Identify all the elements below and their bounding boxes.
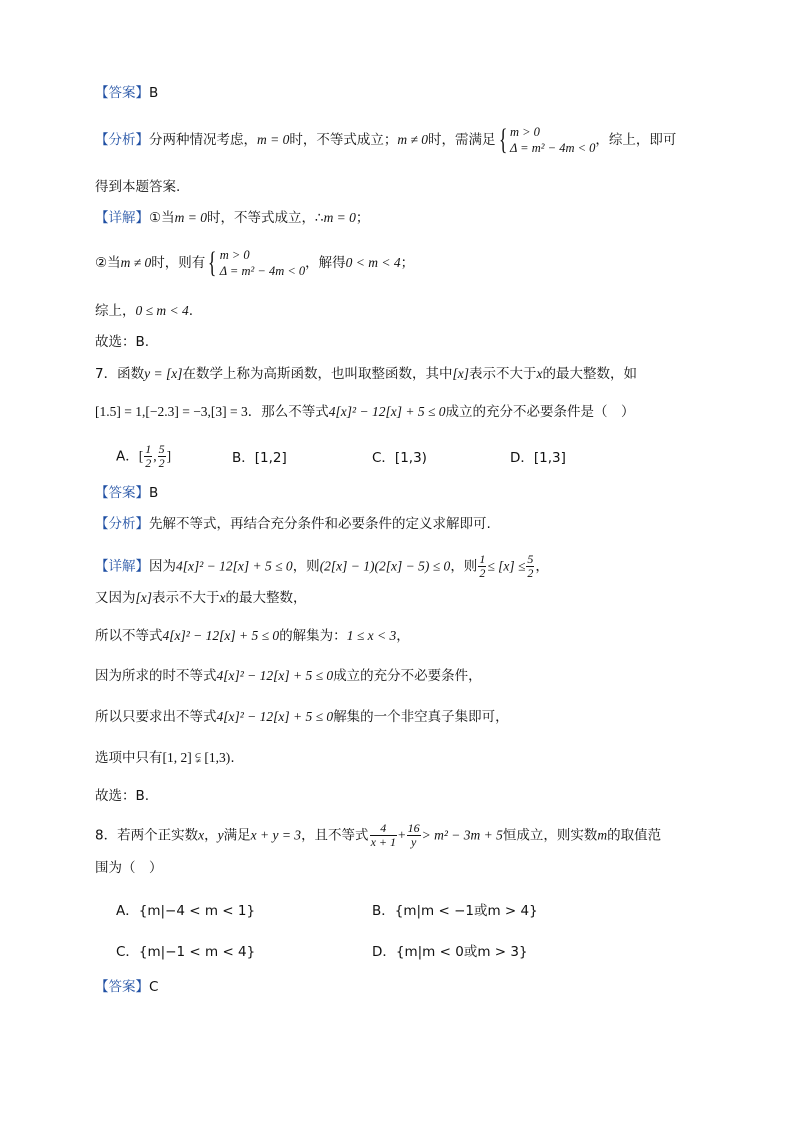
q8-option-b: B．{m|m < −1或m > 4} — [372, 903, 538, 919]
math: y — [217, 827, 224, 843]
text: 表示不大于 — [152, 590, 220, 606]
answer-label: 【答案】 — [95, 485, 149, 501]
q7-option-a — [116, 443, 171, 470]
fraction: $\frac{4}{x + 1}$ — [370, 821, 396, 849]
bracket: [ — [138, 448, 144, 464]
q7-answer: B — [149, 485, 159, 501]
text: 在数学上称为高斯函数，也叫取整函数，其中 — [182, 366, 453, 382]
math: x — [536, 366, 543, 381]
text: 时，需满足 — [428, 132, 496, 148]
inequality-system: { m > 0 Δ = m² − 4m < 0 — [498, 123, 596, 156]
q7-analysis-line — [95, 515, 491, 533]
math: m — [597, 827, 608, 843]
bracket: ] — [166, 448, 172, 464]
q6-choose: 故选：B. — [95, 334, 150, 350]
math: m ≠ 0 — [120, 255, 152, 270]
fraction: $\frac{1}{2}$ — [479, 552, 486, 580]
system-row: Δ = m² − 4m < 0 — [219, 264, 306, 278]
q7-option-c: C．[1,3) — [372, 450, 427, 466]
text: 满足 — [223, 827, 251, 844]
q7-stem-line1 — [95, 365, 637, 383]
math: 0 ≤ m < 4 — [135, 303, 189, 318]
math: > m² − 3m + 5 — [421, 827, 503, 843]
text: ， — [396, 628, 410, 644]
math: y = [x] — [144, 366, 183, 381]
system-row: m > 0 — [219, 248, 250, 262]
analysis-label: 【分析】 — [95, 132, 149, 148]
text: 所以只要求出不等式 — [95, 709, 217, 725]
math: [1, 2] ⫋ [1,3) — [162, 750, 231, 765]
text: 的取值范 — [607, 827, 662, 844]
math: x — [198, 827, 205, 843]
math: 0 < m < 4 — [345, 255, 401, 270]
q8-option-d: D．{m|m < 0或m > 3} — [372, 944, 528, 960]
text: ； — [355, 210, 370, 226]
text: ①当 — [149, 210, 175, 226]
text: 所以不等式 — [95, 628, 163, 644]
text: ．那么不等式 — [247, 404, 329, 420]
text: ， — [535, 558, 549, 575]
option-label: A． — [116, 448, 139, 465]
fraction: $\frac{5}{2}$ — [527, 552, 534, 580]
math: (2[x] − 1)(2[x] − 5) ≤ 0 — [319, 558, 451, 574]
q7-option-d: D．[1,3] — [510, 450, 566, 466]
text: 分两种情况考虑， — [149, 132, 257, 148]
q6-analysis-cont: 得到本题答案. — [95, 179, 181, 195]
text: . — [230, 750, 235, 766]
text: 先解不等式，再结合充分条件和必要条件的定义求解即可. — [149, 516, 491, 532]
math: m = 0 — [174, 210, 207, 225]
system-row: Δ = m² − 4m < 0 — [509, 141, 596, 155]
answer-label: 【答案】 — [95, 85, 149, 101]
math: 4[x]² − 12[x] + 5 ≤ 0 — [216, 668, 334, 683]
system-row: m > 0 — [509, 125, 540, 139]
analysis-label: 【分析】 — [95, 516, 149, 532]
math: x + y = 3 — [250, 827, 302, 843]
math: 4[x]² − 12[x] + 5 ≤ 0 — [162, 628, 280, 643]
text: 时，则有 — [151, 255, 206, 271]
text: 因为 — [149, 558, 176, 575]
text: ②当 — [95, 255, 121, 271]
q7-detail-line3 — [95, 627, 410, 645]
text: ， — [204, 827, 218, 844]
fraction: $\frac{1}{2}$ — [145, 442, 152, 470]
q8-option-a: A．{m|−4 < m < 1} — [116, 903, 256, 919]
text: 恒成立，则实数 — [502, 827, 598, 844]
detail-label: 【详解】 — [95, 558, 149, 575]
text: 选项中只有 — [95, 750, 163, 766]
q7-choose: 故选：B. — [95, 788, 150, 804]
text: ，则 — [450, 558, 478, 575]
q6-detail-line2 — [95, 247, 414, 279]
text: ，解得 — [305, 255, 346, 271]
math: m = 0 — [257, 132, 290, 147]
q8-option-c: C．{m|−1 < m < 4} — [116, 944, 256, 960]
q7-detail-line1 — [95, 553, 549, 580]
answer-label: 【答案】 — [95, 979, 149, 995]
text: 表示不大于 — [468, 366, 537, 382]
q7-detail-line2 — [95, 589, 307, 607]
q6-summary — [95, 302, 193, 320]
text: ，则 — [292, 558, 320, 575]
text: 的最大整数， — [225, 590, 307, 606]
text: ，且不等式 — [301, 827, 369, 844]
math: 4[x]² − 12[x] + 5 ≤ 0 — [216, 709, 334, 724]
math: m ≠ 0 — [397, 132, 429, 147]
detail-label: 【详解】 — [95, 210, 149, 226]
text: ，综上，即可 — [595, 132, 677, 148]
q7-answer-line — [95, 484, 158, 502]
q8-stem-line1 — [95, 822, 661, 849]
q7-detail-line4 — [95, 667, 482, 685]
math: [1.5] = 1,[−2.3] = −3,[3] = 3 — [95, 404, 248, 419]
text: 又因为 — [95, 590, 136, 606]
math: 1 ≤ x < 3 — [346, 628, 397, 643]
math: 4[x]² − 12[x] + 5 ≤ 0 — [328, 404, 446, 419]
fraction: $\frac{5}{2}$ — [158, 442, 165, 470]
text: 时，不等式成立； — [289, 132, 398, 148]
text: 解集的一个非空真子集即可， — [333, 709, 509, 725]
q7-option-b: B．[1,2] — [232, 450, 287, 466]
text: 时，不等式成立，∴ — [206, 210, 324, 226]
q8-answer: C — [149, 979, 159, 995]
text: . — [188, 303, 194, 319]
math: 4[x]² − 12[x] + 5 ≤ 0 — [176, 558, 293, 574]
math: [x] — [452, 366, 469, 381]
q6-detail-line1 — [95, 209, 369, 227]
q7-stem-line2 — [95, 403, 634, 421]
text: 成立的充分不必要条件是（ ） — [445, 404, 635, 420]
text: 综上， — [95, 303, 136, 319]
text: 成立的充分不必要条件， — [333, 668, 482, 684]
q6-answer: B — [149, 85, 159, 101]
q6-answer-line — [95, 84, 158, 102]
math: ≤ [x] ≤ — [487, 558, 526, 574]
math: m = 0 — [323, 210, 356, 225]
comma: , — [153, 448, 157, 464]
text: 的解集为： — [279, 628, 347, 644]
plus: + — [398, 827, 406, 843]
text: 因为所求的时不等式 — [95, 668, 217, 684]
q7-detail-line6 — [95, 749, 235, 767]
fraction: $\frac{16}{y}$ — [407, 821, 420, 849]
text: 的最大整数，如 — [542, 366, 637, 382]
text: 7．函数 — [95, 366, 145, 382]
q6-analysis-line — [95, 124, 676, 156]
q8-stem-line2: 围为（ ） — [95, 860, 163, 876]
q7-detail-line5 — [95, 708, 509, 726]
math: x — [219, 590, 226, 605]
q8-answer-line — [95, 978, 158, 996]
text: ； — [400, 255, 415, 271]
text: 8．若两个正实数 — [95, 827, 199, 844]
math: [x] — [135, 590, 152, 605]
inequality-system: { m > 0 Δ = m² − 4m < 0 — [208, 246, 306, 279]
